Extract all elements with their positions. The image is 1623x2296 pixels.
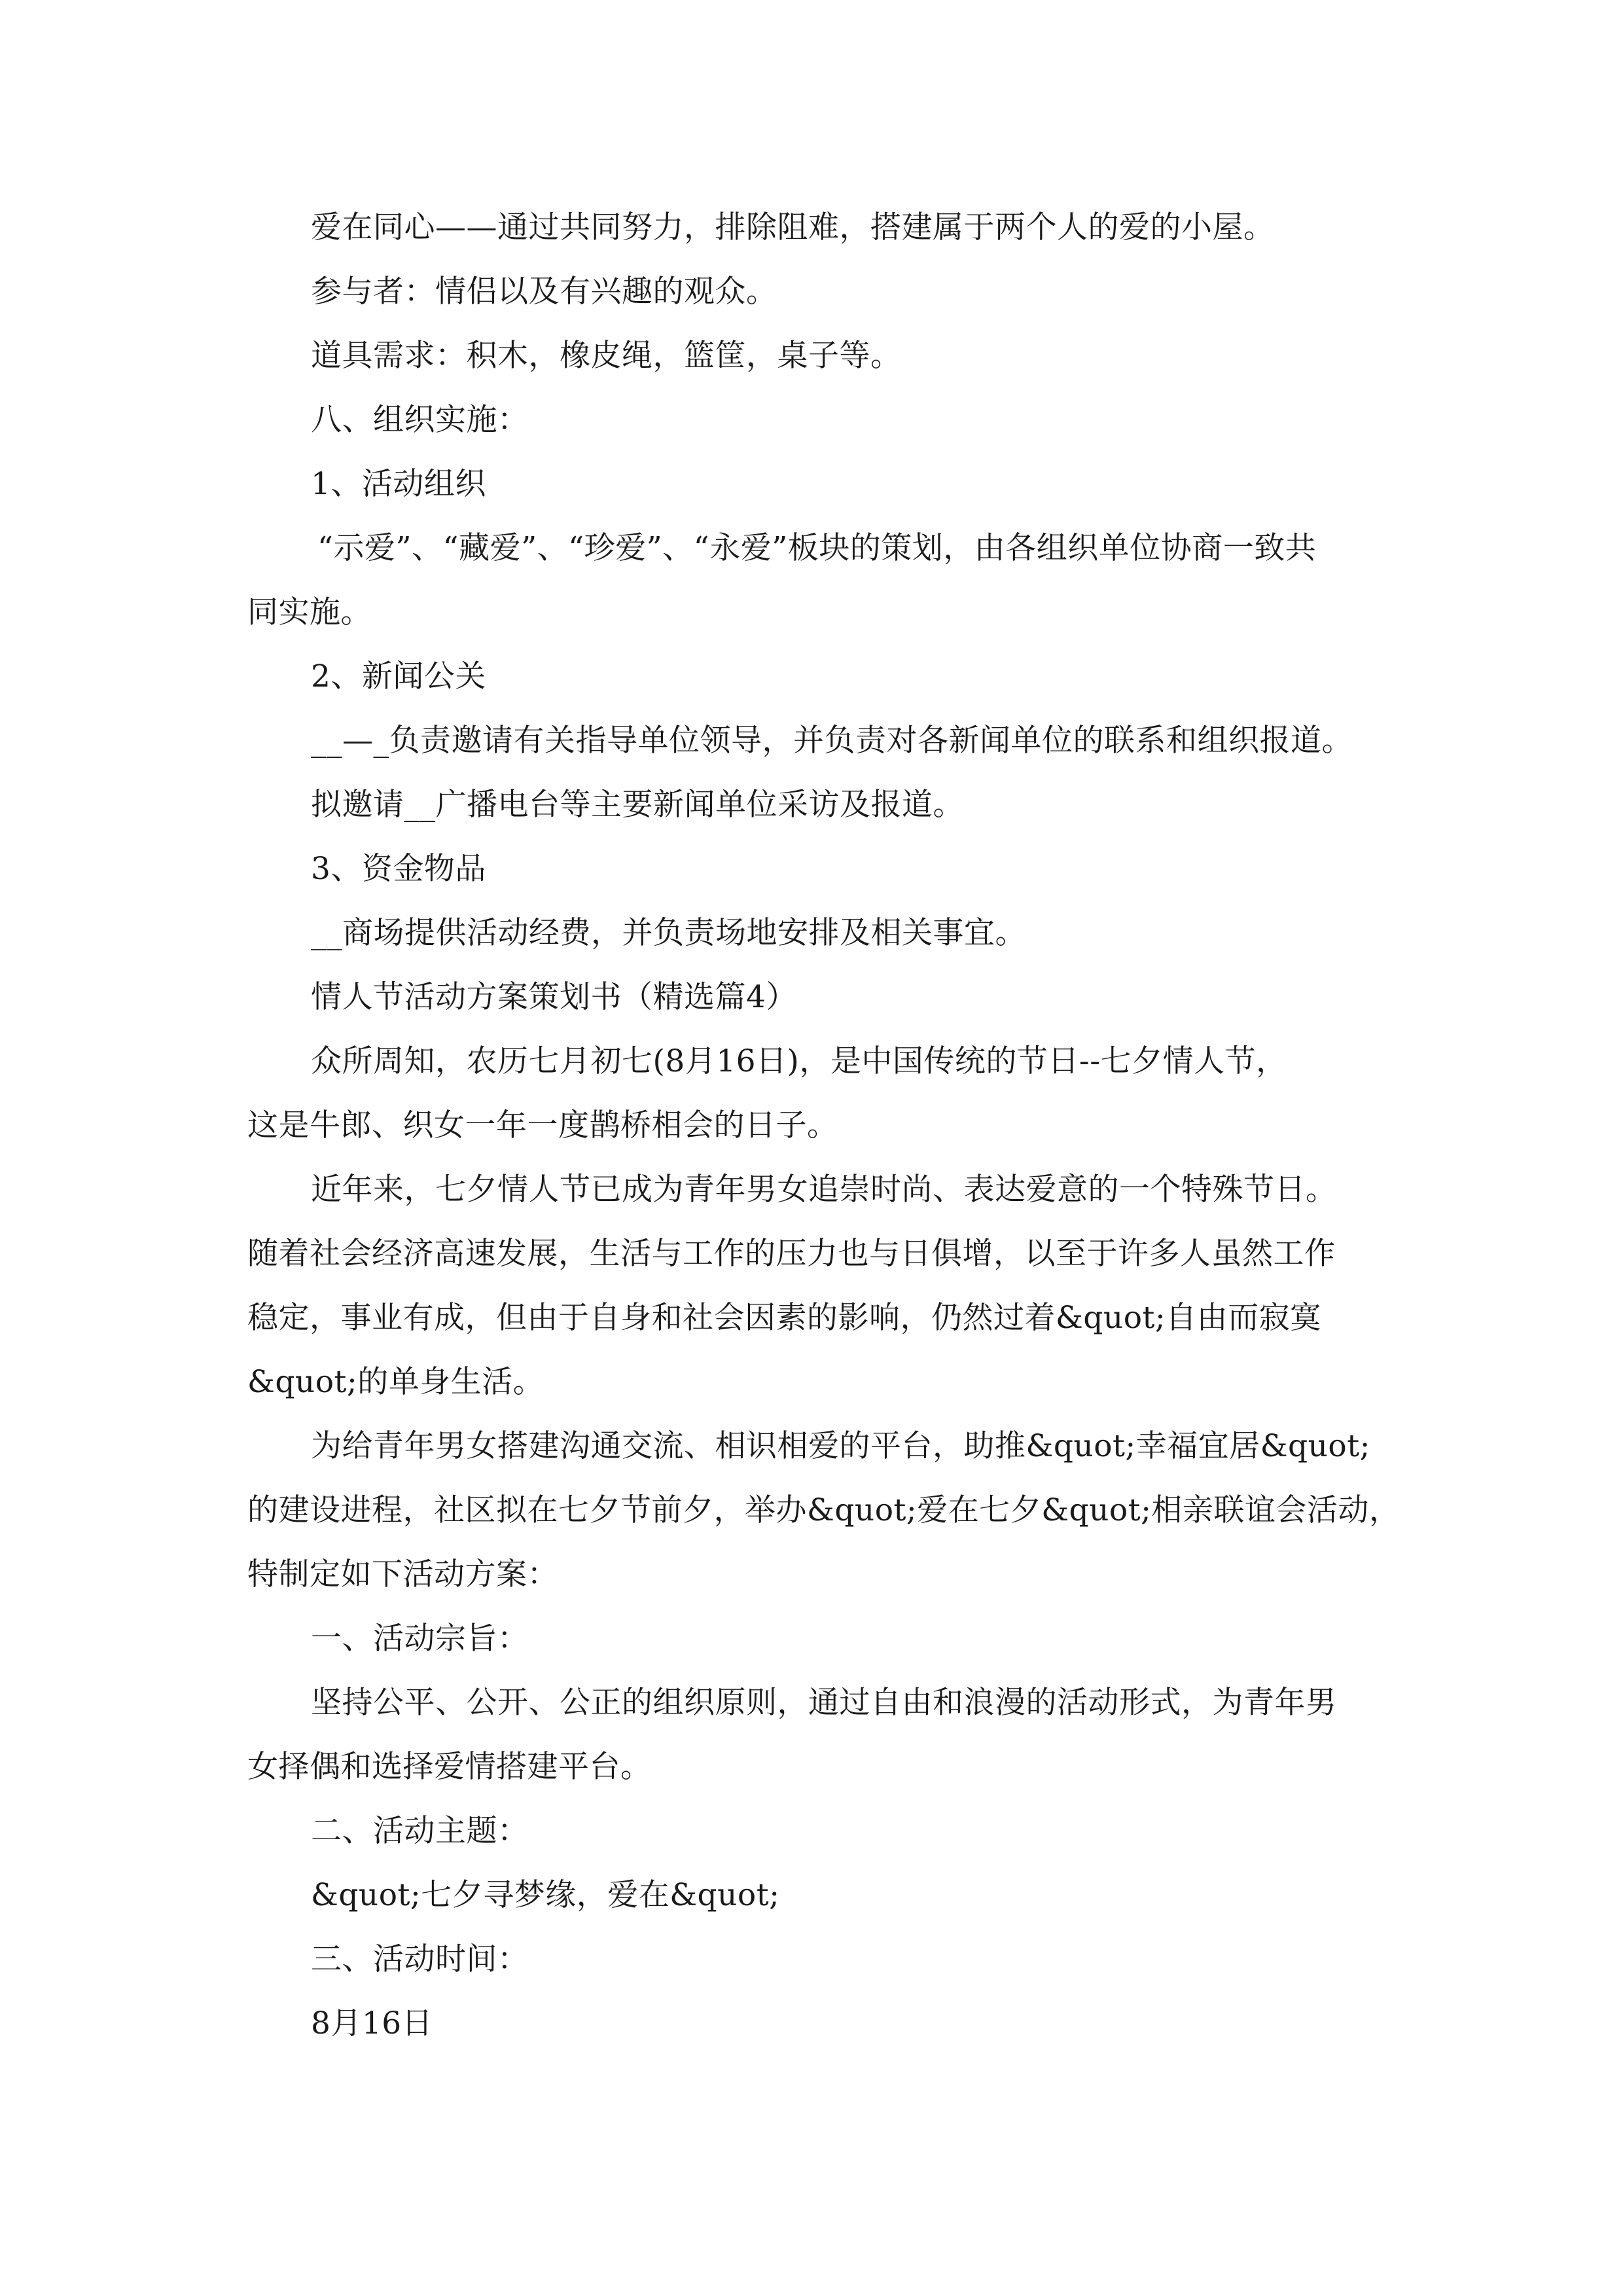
text-line: 稳定，事业有成，但由于自身和社会因素的影响，仍然过着&quot;自由而寂寞 [247, 1300, 1321, 1336]
text-line: 道具需求：积木，橡皮绳，篮筐，桌子等。 [311, 338, 902, 374]
section-heading: 三、活动时间： [311, 1941, 529, 1977]
text-line: 为给青年男女搭建沟通交流、相识相爱的平台，助推&quot;幸福宜居&quot; [311, 1428, 1370, 1464]
text-line: &quot;七夕寻梦缘，爱在&quot; [311, 1877, 780, 1913]
text-line: 参与者：情侣以及有兴趣的观众。 [311, 274, 777, 310]
text-line: 近年来，七夕情人节已成为青年男女追崇时尚、表达爱意的一个特殊节日。 [311, 1172, 1337, 1208]
text-line: 这是牛郎、织女一年一度鹊桥相会的日子。 [247, 1107, 838, 1143]
subsection-heading: 1、活动组织 [311, 466, 486, 502]
section-heading: 八、组织实施： [311, 402, 529, 438]
text-line: 拟邀请__广播电台等主要新闻单位采访及报道。 [311, 787, 964, 823]
text-line: 坚持公平、公开、公正的组织原则，通过自由和浪漫的活动形式，为青年男 [311, 1685, 1337, 1721]
text-line: 8月16日 [311, 2005, 433, 2041]
text-line: 爱在同心——通过共同努力，排除阻难，搭建属于两个人的爱的小屋。 [311, 209, 1275, 245]
text-line: __商场提供活动经费，并负责场地安排及相关事宜。 [311, 915, 1026, 951]
subsection-heading: 3、资金物品 [311, 851, 486, 887]
text-line: 的建设进程，社区拟在七夕节前夕，举办&quot;爱在七夕&quot;相亲联谊会活动， [247, 1492, 1400, 1528]
text-line: 女择偶和选择爱情搭建平台。 [247, 1749, 652, 1785]
text-line: 随着社会经济高速发展，生活与工作的压力也与日俱增，以至于许多人虽然工作 [247, 1236, 1336, 1272]
text-line: 特制定如下活动方案： [247, 1556, 558, 1592]
text-line: 同实施。 [247, 594, 372, 630]
text-line: “示爱”、“藏爱”、“珍爱”、“永爱”板块的策划，由各组织单位协商一致共 [317, 530, 1317, 566]
article-title: 情人节活动方案策划书（精选篇4） [311, 979, 797, 1015]
text-line: __—_负责邀请有关指导单位领导，并负责对各新闻单位的联系和组织报道。 [311, 723, 1353, 759]
section-heading: 二、活动主题： [311, 1813, 529, 1849]
text-line: 众所周知，农历七月初七(8月16日)，是中国传统的节日--七夕情人节， [311, 1043, 1287, 1079]
subsection-heading: 2、新闻公关 [311, 658, 486, 694]
text-line: &quot;的单身生活。 [247, 1364, 544, 1400]
section-heading: 一、活动宗旨： [311, 1621, 529, 1657]
